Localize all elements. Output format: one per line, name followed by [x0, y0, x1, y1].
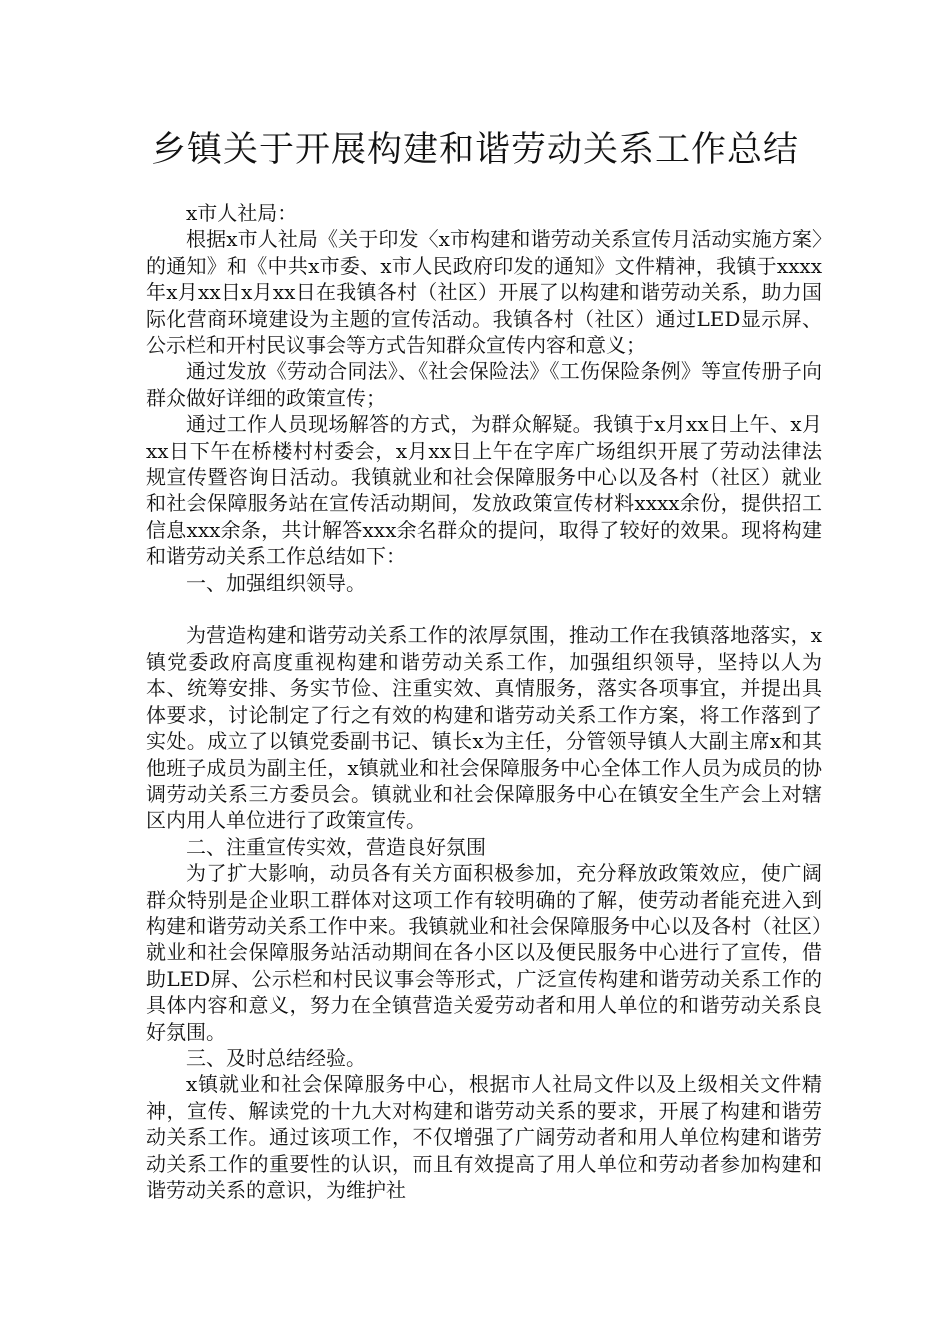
body-paragraph: 通过工作人员现场解答的方式，为群众解疑。我镇于x月xx日上午、x月xx日下午在桥楼村村委会，x月xx日上午在字库广场组织开展了劳动法律法规宣传暨咨询日活动。我镇就业和社会保障服务中心以及各村（社区）就业和社会保障服务站在宣传活动期间，发放政策宣传材料xxxx余份，提供招工信息xxx余条，共计解答xxx余名群众的提问，取得了较好的效果。现将构建和谐劳动关系工作总结如下： [146, 412, 822, 569]
body-paragraph: 通过发放《劳动合同法》、《社会保险法》《工伤保险条例》等宣传册子向群众做好详细的政策宣传； [146, 359, 822, 410]
section-heading: 三、及时总结经验。 [186, 1045, 366, 1070]
body-paragraph: x镇就业和社会保障服务中心，根据市人社局文件以及上级相关文件精神，宣传、解读党的十九大对构建和谐劳动关系的要求，开展了构建和谐劳动关系工作。通过该项工作，不仅增强了广阔劳动者和用人单位构建和谐劳动关系工作的重要性的认识，而且有效提高了用人单位和劳动者参加构建和谐劳动关系的意识，为维护社 [146, 1072, 822, 1203]
body-paragraph: 根据x市人社局《关于印发〈x市构建和谐劳动关系宣传月活动实施方案〉的通知》和《中共x市委、x市人民政府印发的通知》文件精神，我镇于xxxx年x月xx日x月xx日在我镇各村（社区）开展了以构建和谐劳动关系，助力国际化营商环境建设为主题的宣传活动。我镇各村（社区）通过LED显示屏、公示栏和开村民议事会等方式告知群众宣传内容和意义； [146, 227, 822, 358]
body-paragraph: 为营造构建和谐劳动关系工作的浓厚氛围，推动工作在我镇落地落实，x镇党委政府高度重视构建和谐劳动关系工作，加强组织领导，坚持以人为本、统筹安排、务实节俭、注重实效、真情服务，落实各项事宜，并提出具体要求，讨论制定了行之有效的构建和谐劳动关系工作方案，将工作落到了实处。成立了以镇党委副书记、镇长x为主任，分管领导镇人大副主席x和其他班子成员为副主任，x镇就业和社会保障服务中心全体工作人员为成员的协调劳动关系三方委员会。镇就业和社会保障服务中心在镇安全生产会上对辖区内用人单位进行了政策宣传。 [146, 623, 822, 833]
section-heading: 一、加强组织领导。 [186, 570, 366, 595]
salutation: x市人社局： [186, 201, 298, 225]
section-heading: 二、注重宣传实效，营造良好氛围 [186, 834, 486, 859]
document-title: 乡镇关于开展构建和谐劳动关系工作总结 [150, 130, 799, 170]
document-body [146, 200, 822, 1203]
body-paragraph: 为了扩大影响，动员各有关方面积极参加，充分释放政策效应，使广阔群众特别是企业职工群体对这项工作有较明确的了解，使劳动者能充进入到构建和谐劳动关系工作中来。我镇就业和社会保障服务中心以及各村（社区）就业和社会保障服务站活动期间在各小区以及便民服务中心进行了宣传，借助LED屏、公示栏和村民议事会等形式，广泛宣传构建和谐劳动关系工作的具体内容和意义，努力在全镇营造关爱劳动者和用人单位的和谐劳动关系良好氛围。 [146, 861, 822, 1044]
